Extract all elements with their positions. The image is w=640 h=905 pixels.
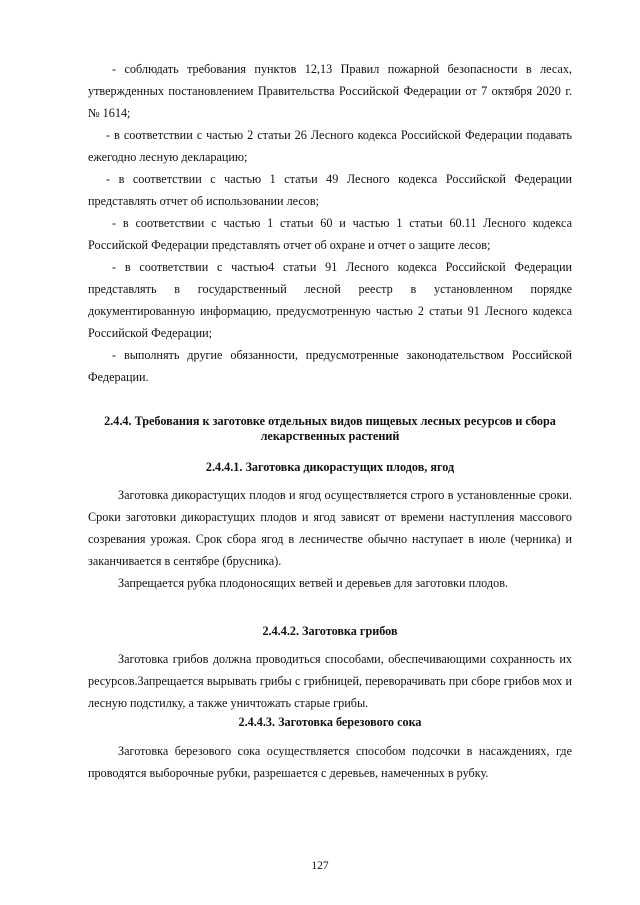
subsection-heading-mushrooms: 2.4.4.2. Заготовка грибов: [262, 624, 398, 638]
page-number: 127: [311, 860, 329, 872]
paragraph-other-duties: - выполнять другие обязанности, предусмотренные законодательством Российской Федерации.: [88, 348, 572, 384]
subsection-heading-birch-sap: 2.4.4.3. Заготовка березового сока: [238, 715, 422, 729]
section-heading: 2.4.4. Требования к заготовке отдельных видов пищевых лесных ресурсов и сбора лекарственных растений: [104, 414, 556, 443]
paragraph-forest-declaration: - в соответствии с частью 2 статьи 26 Лесного кодекса Российской Федерации подавать ежегодно лесную декларацию;: [88, 128, 572, 164]
paragraph-mushrooms: Заготовка грибов должна проводиться способами, обеспечивающими сохранность их ресурсов.Запрещается вырывать грибы с грибницей, переворачивать при сборе грибов мох и лесную подстилку, а также уничтожать старые грибы.: [88, 652, 572, 710]
paragraph-usage-report: - в соответствии с частью 1 статьи 49 Лесного кодекса Российской Федерации представлять отчет об использовании лесов;: [88, 172, 572, 208]
paragraph-berries-prohibition: Запрещается рубка плодоносящих ветвей и деревьев для заготовки плодов.: [118, 576, 509, 590]
paragraph-forest-registry: - в соответствии с частью4 статьи 91 Лесного кодекса Российской Федерации представлять в государственный лесной реестр в установленном порядке документированную информацию, предусмотренную частью 2 статьи 91 Лесного кодекса Российской Федерации;: [88, 260, 572, 340]
paragraph-fire-safety: - соблюдать требования пунктов 12,13 Правил пожарной безопасности в лесах, утвержденных постановлением Правительства Российской Федерации от 7 октября 2020 г. № 1614;: [88, 62, 572, 120]
paragraph-birch-sap: Заготовка березового сока осуществляется способом подсочки в насаждениях, где проводятся выборочные рубки, разрешается с деревьев, намеченных в рубку.: [88, 744, 572, 780]
subsection-heading-berries: 2.4.4.1. Заготовка дикорастущих плодов, ягод: [205, 460, 455, 474]
paragraph-protection-report: - в соответствии с частью 1 статьи 60 и частью 1 статьи 60.11 Лесного кодекса Российской Федерации представлять отчет об охране и отчет о защите лесов;: [88, 216, 572, 252]
paragraph-berries: Заготовка дикорастущих плодов и ягод осуществляется строго в установленные сроки. Сроки заготовки дикорастущих плодов и ягод зависят от времени наступления массового созревания урожая. Срок сбора ягод в лесничестве обычно наступает в июле (черника) и заканчивается в сентябре (брусника).: [88, 488, 572, 568]
